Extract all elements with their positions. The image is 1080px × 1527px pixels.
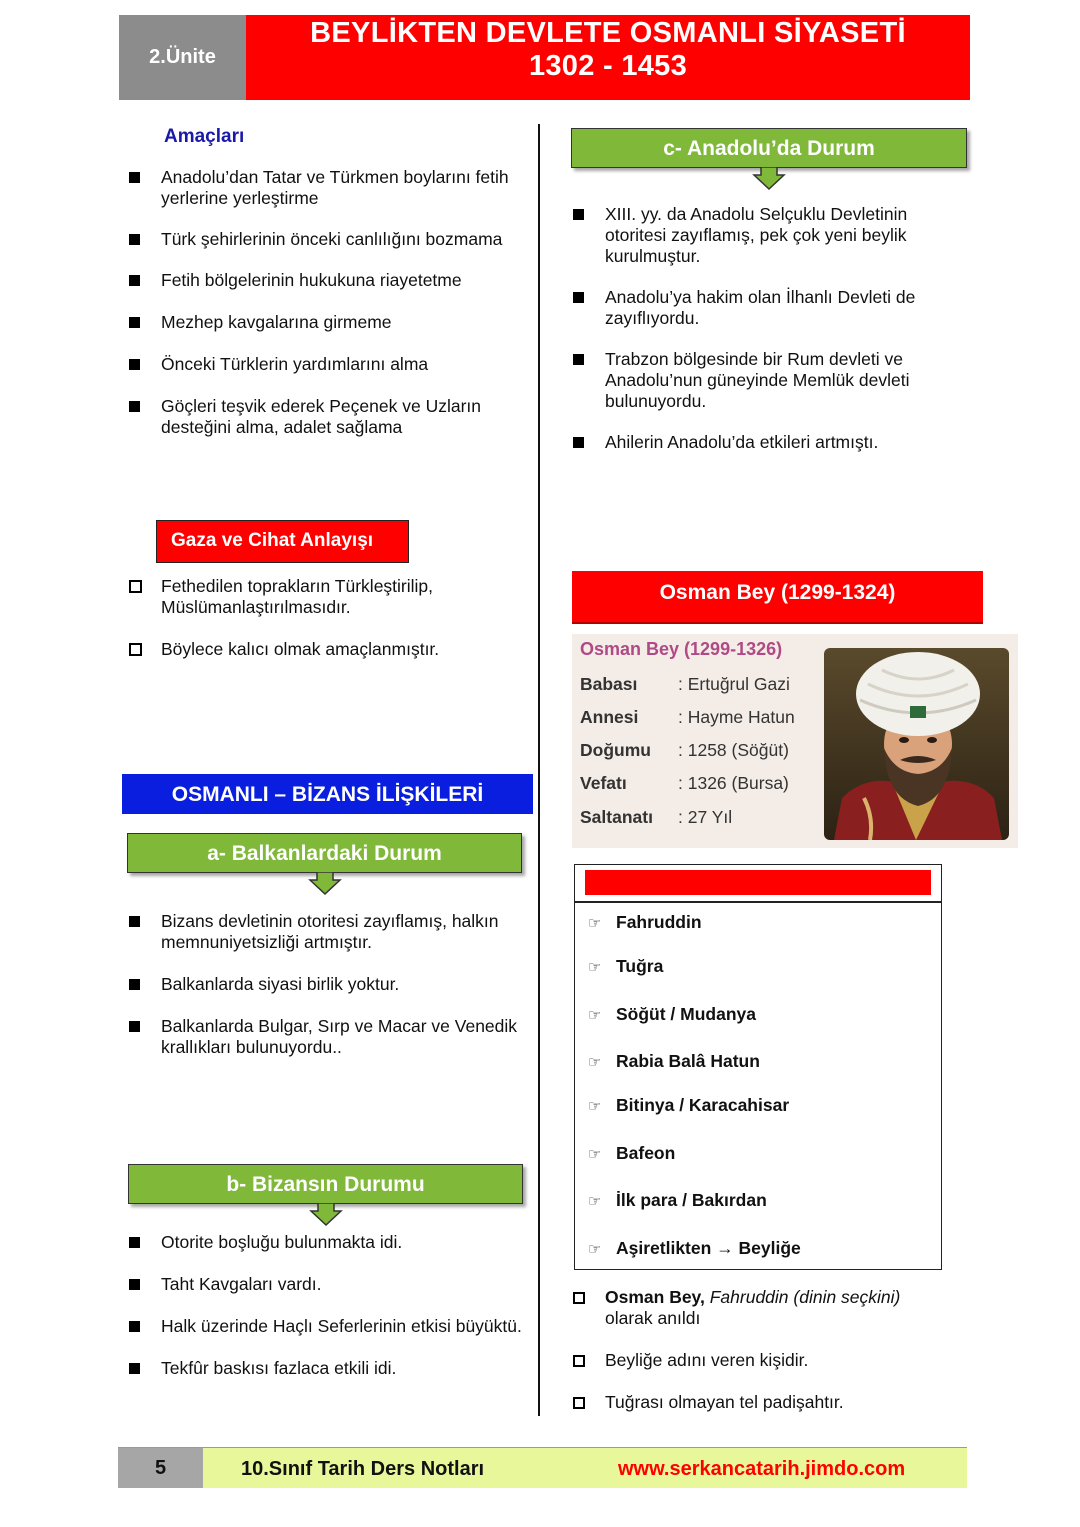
list-item: Balkanlarda Bulgar, Sırp ve Macar ve Venedik krallıkları bulunuyordu.. <box>119 1016 524 1058</box>
keyword-item: ☞ Rabia Balâ Hatun <box>588 1051 760 1071</box>
info-row: Doğumu : 1258 (Söğüt) <box>580 740 789 760</box>
checkbox-icon <box>573 1397 585 1409</box>
keyword-item: ☞ Söğüt / Mudanya <box>588 1004 756 1024</box>
pointing-hand-icon: ☞ <box>588 1146 602 1163</box>
square-bullet-icon <box>573 209 584 220</box>
down-arrow-icon <box>752 167 786 191</box>
square-bullet-icon <box>129 979 140 990</box>
portrait-image <box>824 648 1009 840</box>
list-item: Türk şehirlerinin önceki canlılığını bozmama <box>119 229 524 250</box>
list-item: Anadolu’dan Tatar ve Türkmen boylarını fetih yerlerine yerleştirme <box>119 167 524 209</box>
square-bullet-icon <box>129 359 140 370</box>
square-bullet-icon <box>129 172 140 183</box>
footer-title: 10.Sınıf Tarih Ders Notları <box>241 1458 485 1480</box>
page-title <box>246 15 970 100</box>
square-bullet-icon <box>573 292 584 303</box>
list-item: Taht Kavgaları vardı. <box>119 1274 524 1295</box>
list-item: Fetih bölgelerinin hukukuna riayetetme <box>119 270 524 291</box>
osman-heading: Osman Bey (1299-1324) <box>572 571 983 624</box>
checkbox-icon <box>573 1355 585 1367</box>
list-item: Beyliğe adını veren kişidir. <box>570 1350 950 1371</box>
footer-website-link[interactable]: www.serkancatarih.jimdo.com <box>618 1458 906 1480</box>
keyword-item: ☞ Fahruddin <box>588 912 702 932</box>
unit-label: 2.Ünite <box>119 15 246 100</box>
keyword-box-header <box>585 870 931 895</box>
list-item: Halk üzerinde Haçlı Seferlerinin etkisi büyüktü. <box>119 1316 524 1337</box>
square-bullet-icon <box>129 275 140 286</box>
osman-info-card <box>572 634 1018 848</box>
hollow-square-bullet-icon <box>129 580 142 593</box>
square-bullet-icon <box>129 401 140 412</box>
gaza-list <box>119 576 524 660</box>
list-item: Fethedilen toprakların Türkleştirilip, Müslümanlaştırılmasıdır. <box>119 576 524 618</box>
list-item: Bizans devletinin otoritesi zayıflamış, halkın memnuniyetsizliği artmıştır. <box>119 911 524 953</box>
balkan-list <box>119 911 524 1058</box>
keyword-item: ☞ Tuğra <box>588 956 664 976</box>
info-row: Saltanatı : 27 Yıl <box>580 807 733 827</box>
keyword-item: ☞ Bitinya / Karacahisar <box>588 1095 790 1115</box>
info-row: Vefatı : 1326 (Bursa) <box>580 773 789 793</box>
byzantium-heading: b- Bizansın Durumu <box>128 1164 523 1204</box>
square-bullet-icon <box>129 317 140 328</box>
list-item: Tekfûr baskısı fazlaca etkili idi. <box>119 1358 524 1379</box>
pointing-hand-icon: ☞ <box>588 915 602 932</box>
checkbox-icon <box>573 1292 585 1304</box>
pointing-hand-icon: ☞ <box>588 1241 602 1258</box>
column-divider <box>538 124 540 1416</box>
anatolia-list <box>563 204 963 453</box>
list-item: Mezhep kavgalarına girmeme <box>119 312 524 333</box>
list-item: Göçleri teşvik ederek Peçenek ve Uzların desteğini alma, adalet sağlama <box>119 396 524 438</box>
list-item: XIII. yy. da Anadolu Selçuklu Devletinin otoritesi zayıflamış, pek çok yeni beylik kurulmuştur. <box>563 204 963 267</box>
list-item: Önceki Türklerin yardımlarını alma <box>119 354 524 375</box>
square-bullet-icon <box>129 1279 140 1290</box>
list-item: Ahilerin Anadolu’da etkileri artmıştı. <box>563 432 963 453</box>
list-item: Anadolu’ya hakim olan İlhanlı Devleti de zayıflıyordu. <box>563 287 963 329</box>
pointing-hand-icon: ☞ <box>588 959 602 976</box>
list-item: Balkanlarda siyasi birlik yoktur. <box>119 974 524 995</box>
square-bullet-icon <box>129 1237 140 1248</box>
keyword-box-separator <box>574 901 942 903</box>
pointing-hand-icon: ☞ <box>588 1007 602 1024</box>
page-title-line2: 1302 - 1453 <box>528 50 688 82</box>
byzantium-list <box>119 1232 524 1379</box>
list-item: Böylece kalıcı olmak amaçlanmıştır. <box>119 639 524 660</box>
list-item: Tuğrası olmayan tel padişahtır. <box>570 1392 950 1413</box>
info-row: Babası : Ertuğrul Gazi <box>580 674 790 694</box>
gaza-heading: Gaza ve Cihat Anlayışı <box>156 520 409 563</box>
pointing-hand-icon: ☞ <box>588 1054 602 1071</box>
osman-notes-list <box>570 1287 950 1413</box>
square-bullet-icon <box>129 1321 140 1332</box>
balkan-heading: a- Balkanlardaki Durum <box>127 833 522 873</box>
goals-heading: Amaçları <box>164 126 245 147</box>
keyword-item: ☞ Bafeon <box>588 1143 676 1163</box>
pointing-hand-icon: ☞ <box>588 1098 602 1115</box>
list-item: Osman Bey, Fahruddin (dinin seçkini) olarak anıldı <box>570 1287 950 1329</box>
pointing-hand-icon: ☞ <box>588 1193 602 1210</box>
square-bullet-icon <box>129 234 140 245</box>
page-title-line1: BEYLİKTEN DEVLETE OSMANLI SİYASETİ <box>310 17 906 49</box>
square-bullet-icon <box>129 1021 140 1032</box>
list-item: Trabzon bölgesinde bir Rum devleti ve Anadolu’nun güneyinde Memlük devleti bulunuyordu. <box>563 349 963 412</box>
square-bullet-icon <box>129 916 140 927</box>
relations-heading: OSMANLI – BİZANS İLİŞKİLERİ <box>122 774 533 814</box>
keyword-item: ☞ Aşiretlikten → Beyliğe <box>588 1238 801 1258</box>
list-item: Otorite boşluğu bulunmakta idi. <box>119 1232 524 1253</box>
down-arrow-icon <box>308 872 342 896</box>
square-bullet-icon <box>129 1363 140 1374</box>
keyword-item: ☞ İlk para / Bakırdan <box>588 1190 767 1210</box>
hollow-square-bullet-icon <box>129 643 142 656</box>
square-bullet-icon <box>573 437 584 448</box>
down-arrow-icon <box>309 1203 343 1227</box>
card-title: Osman Bey (1299-1326) <box>580 639 783 659</box>
anatolia-heading: c- Anadolu’da Durum <box>571 128 967 168</box>
page-number: 5 <box>118 1448 203 1488</box>
info-row: Annesi : Hayme Hatun <box>580 707 795 727</box>
goals-list <box>119 167 524 438</box>
square-bullet-icon <box>573 354 584 365</box>
